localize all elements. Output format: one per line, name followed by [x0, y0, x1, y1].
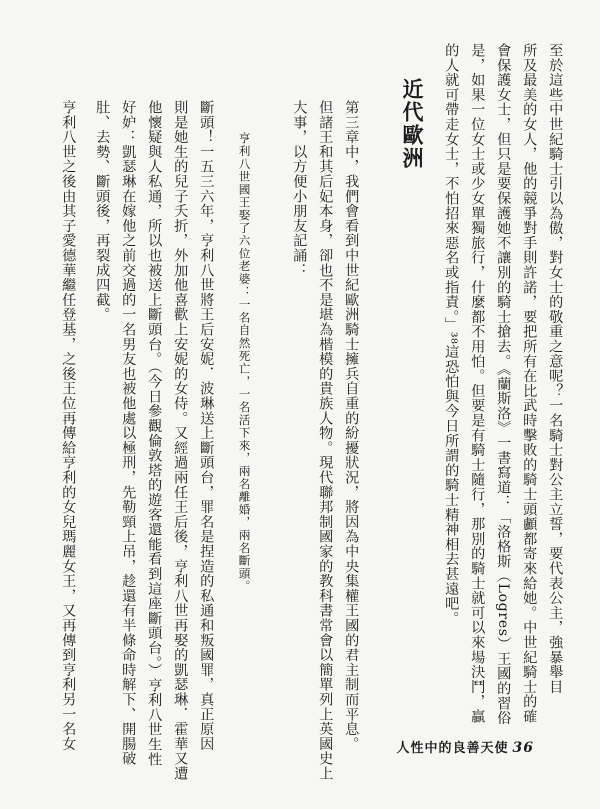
text-line: 至於這些中世紀騎士引以為傲，對女士的敬重之意呢？一名騎士對公主立誓，要代表公主，強暴舉目 [547, 43, 564, 695]
text-line: 肚、去勢、斷頭後，再裂成四截。 [94, 100, 111, 322]
text-line: 大事，以方便小朋友記誦： [291, 100, 308, 278]
text-line: 第三章中，我們會看到中世紀歐洲騎士擁兵自重的紛擾狀況，將因為中央集權王國的君主制而平息。 [343, 100, 360, 752]
page-number: 36 [512, 740, 534, 756]
text-line: 他懷疑與人私通，所以也被送上斷頭台。（今日參觀倫敦塔的遊客還能看到這座斷頭台。）亨利八世生性 [146, 100, 163, 767]
text-line: 是，如果一位女士或少女單獨旅行，什麼都不用怕。但要是有騎士隨行，那別的騎士就可以來場決鬥，贏 [469, 43, 486, 724]
section-heading: 近代歐洲 [400, 78, 424, 170]
text-line: 好妒：凱瑟琳在嫁他之前交過的一名男友也被他處以極刑，先勒頸上吊，趁還有半條命時解下、開腸破 [120, 100, 137, 766]
text-line: 但諸王和其后妃本身，卻也不是堪為楷模的貴族人物。現代聯邦制國家的教科書常會以簡單列上英國史上 [317, 100, 334, 781]
text-line: 所及最美的女人，他的競爭對手則許諾，要把所有在比武時擊敗的騎士頭顱都寄來給她。中世紀騎士的確 [521, 43, 538, 724]
text-line: 斷頭！一五三六年，亨利八世將王后安妮．波琳送上斷頭台，罪名是捏造的私通和叛國罪，真正原因 [198, 100, 215, 752]
text-line: 的人就可帶走女士，不怕招來惡名或指責。」³⁸這恐怕與今日所謂的騎士精神相去甚遠吧。 [443, 43, 460, 626]
text-line: 亨利八世之後由其子愛德華繼任登基，之後王位再傳給亨利的女兒瑪麗女王，又再傳到亨利另一名女 [60, 100, 77, 752]
text-line: 則是她生的兒子夭折，外加他喜歡上安妮的女侍。又經過兩任王后後，亨利八世再娶的凱瑟琳．霍華又遭 [172, 100, 189, 781]
rhyme-note: 亨利八世國王娶了六位老婆：一名自然死亡，一名活下來，兩名離婚，兩名斷頭。 [237, 132, 252, 593]
text-line: 會保護女士，但只是要保護她不讓別的騎士搶去。《蘭斯洛》一書寫道：「洛格斯（Logres）王國的習俗 [495, 43, 512, 726]
page-footer [397, 737, 535, 756]
running-title: 人性中的良善天使 [396, 741, 509, 756]
